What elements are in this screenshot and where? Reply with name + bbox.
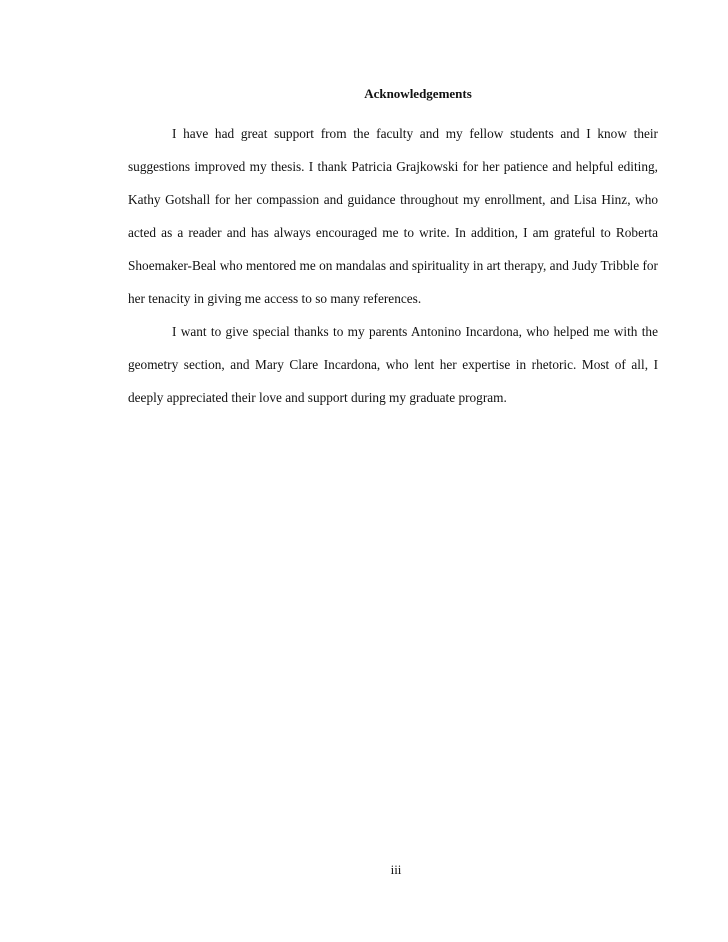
acknowledgements-body — [128, 117, 658, 414]
page-title: Acknowledgements — [364, 86, 472, 101]
page-number: iii — [390, 862, 402, 877]
paragraph-1: I have had great support from the faculty and my fellow students and I know their suggestions improved my thesis. I thank Patricia Grajkowski for her patience and helpful editing, Kathy Gotshall for her compassion and guidance throughout my enrollment, and Lisa Hinz, who acted as a reader and has always encouraged me to write. In addition, I am grateful to Roberta Shoemaker-Beal who mentored me on mandalas and spirituality in art therapy, and Judy Tribble for her tenacity in giving me access to so many references. — [128, 126, 658, 306]
paragraph-2: I want to give special thanks to my parents Antonino Incardona, who helped me with the geometry section, and Mary Clare Incardona, who lent her expertise in rhetoric. Most of all, I deeply appreciated their love and support during my graduate program. — [128, 324, 658, 405]
